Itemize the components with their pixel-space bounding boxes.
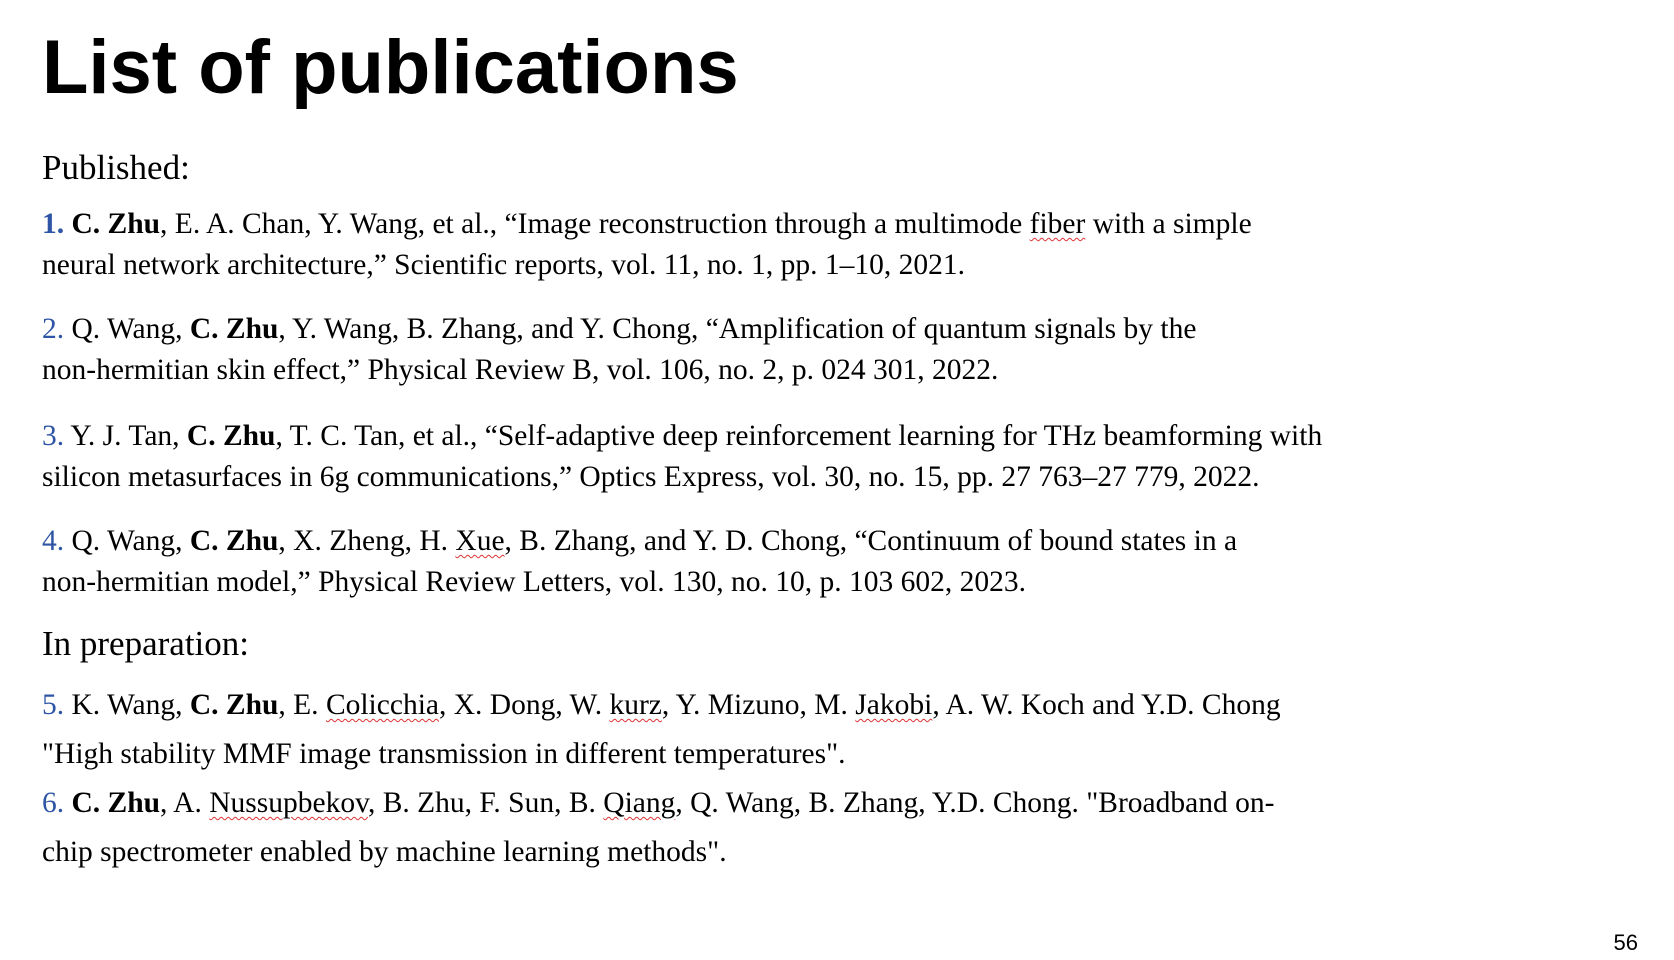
- publication-4-line-1: 4. Q. Wang, C. Zhu, X. Zheng, H. Xue, B. Zhang, and Y. D. Chong, “Continuum of bound states in a: [42, 525, 1238, 557]
- publication-3: [42, 416, 1332, 498]
- spellcheck-flagged-word[interactable]: kurz: [609, 689, 662, 721]
- publication-number: 6.: [42, 787, 65, 819]
- publication-1-line-1: 1. C. Zhu, E. A. Chan, Y. Wang, et al., “Image reconstruction through a multimode fiber with a simple: [42, 208, 1252, 240]
- publication-5-line-2: "High stability MMF image transmission in different temperatures".: [42, 738, 846, 770]
- publication-2: [42, 309, 1332, 391]
- author-highlight: C. Zhu: [71, 208, 161, 240]
- publication-number: 4.: [42, 525, 65, 557]
- spellcheck-flagged-word[interactable]: Colicchia: [325, 689, 439, 721]
- spellcheck-flagged-word[interactable]: Jakobi: [855, 689, 933, 721]
- publication-number: 1.: [42, 208, 65, 240]
- author-highlight: C. Zhu: [186, 420, 276, 452]
- author-highlight: C. Zhu: [189, 525, 279, 557]
- spellcheck-flagged-word[interactable]: Xue: [455, 525, 505, 557]
- publication-5-line-1: 5. K. Wang, C. Zhu, E. Colicchia, X. Dong, W. kurz, Y. Mizuno, M. Jakobi, A. W. Koch and Y.D. Chong: [42, 689, 1281, 721]
- publication-number: 3.: [42, 420, 65, 452]
- section-heading-in-preparation: In preparation:: [42, 624, 249, 663]
- publication-3-line-1: 3. Y. J. Tan, C. Zhu, T. C. Tan, et al., “Self-adaptive deep reinforcement learning for THz beamforming with: [42, 420, 1323, 452]
- author-highlight: C. Zhu: [189, 689, 279, 721]
- spellcheck-flagged-word[interactable]: fiber: [1029, 208, 1086, 240]
- publication-1: [42, 204, 1332, 286]
- slide-title: List of publications: [42, 25, 739, 110]
- publication-6-line-2: chip spectrometer enabled by machine learning methods".: [42, 836, 727, 868]
- publication-number: 2.: [42, 313, 65, 345]
- publication-6: [42, 779, 1332, 877]
- spellcheck-flagged-word[interactable]: Nussupbekov: [209, 787, 368, 819]
- publication-6-line-1: 6. C. Zhu, A. Nussupbekov, B. Zhu, F. Sun, B. Qiang, Q. Wang, B. Zhang, Y.D. Chong. "Broadband on-: [42, 787, 1275, 819]
- author-highlight: C. Zhu: [71, 787, 161, 819]
- publication-4-line-2: non-hermitian model,” Physical Review Letters, vol. 130, no. 10, p. 103 602, 2023.: [42, 566, 1027, 598]
- publication-1-line-2: neural network architecture,” Scientific reports, vol. 11, no. 1, pp. 1–10, 2021.: [42, 249, 965, 281]
- author-highlight: C. Zhu: [189, 313, 279, 345]
- section-heading-published: Published:: [42, 148, 190, 187]
- spellcheck-flagged-word[interactable]: Qiang: [603, 787, 676, 819]
- publication-4: [42, 521, 1332, 603]
- publication-2-line-1: 2. Q. Wang, C. Zhu, Y. Wang, B. Zhang, and Y. Chong, “Amplification of quantum signals by the: [42, 313, 1197, 345]
- page-number: 56: [1613, 930, 1638, 955]
- publication-number: 5.: [42, 689, 65, 721]
- publication-2-line-2: non-hermitian skin effect,” Physical Review B, vol. 106, no. 2, p. 024 301, 2022.: [42, 354, 999, 386]
- publication-5: [42, 681, 1332, 779]
- publication-3-line-2: silicon metasurfaces in 6g communications,” Optics Express, vol. 30, no. 15, pp. 27 763–27 779, 2022.: [42, 461, 1260, 493]
